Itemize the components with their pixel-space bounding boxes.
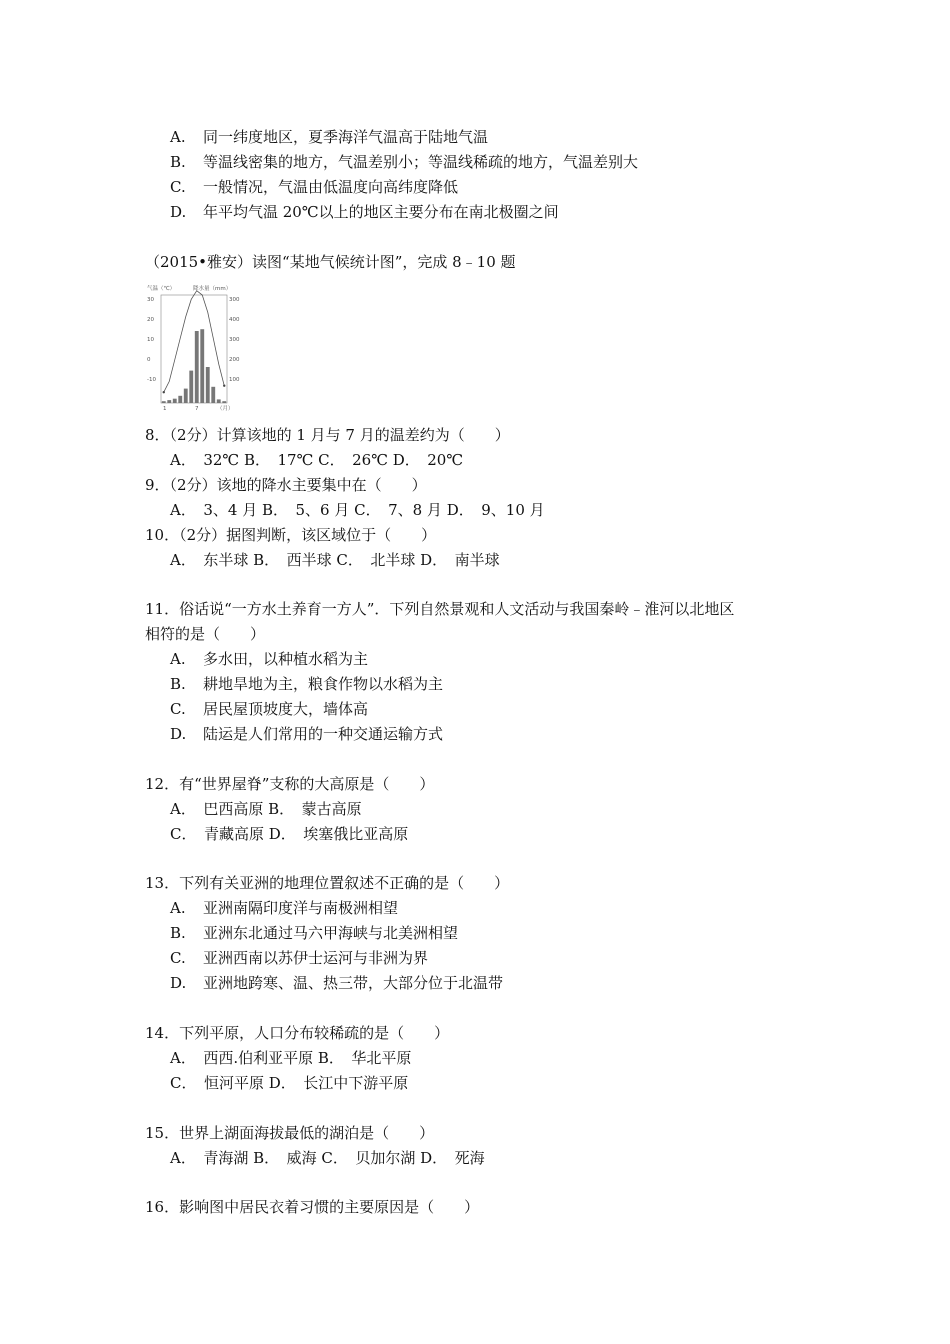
- precip-bar: [162, 401, 166, 403]
- precip-bar: [167, 400, 171, 403]
- q11-stem-line1: 11．俗话说“一方水土养育一方人”．下列自然景观和人文活动与我国秦岭﹣淮河以北地区: [145, 600, 735, 618]
- q13-option-d: D. 亚洲地跨寒、温、热三带，大部分位于北温带: [170, 974, 504, 992]
- q10-stem: 10．（2分）据图判断，该区域位于（ ）: [145, 526, 437, 544]
- section-intro: （2015•雅安）读图“某地气候统计图”，完成 8﹣10 题: [145, 253, 516, 271]
- q12-options-row2: C． 青藏高原 D． 埃塞俄比亚高原: [170, 825, 409, 843]
- temp-point: [223, 385, 225, 387]
- temp-line: [164, 291, 225, 393]
- temp-tick-label: 20: [147, 317, 154, 323]
- temp-point: [163, 391, 165, 393]
- q15-options: A． 青海湖 B． 威海 C． 贝加尔湖 D． 死海: [170, 1149, 485, 1167]
- temp-tick-label: 30: [147, 297, 154, 303]
- q7-option-d: D. 年平均气温 20℃以上的地区主要分布在南北极圈之间: [170, 203, 559, 221]
- precip-bar: [189, 371, 193, 403]
- x-tick-7: 7: [195, 406, 199, 412]
- precip-bar: [184, 389, 188, 403]
- q13-option-a: A. 亚洲南隔印度洋与南极洲相望: [170, 899, 399, 917]
- precip-bar: [222, 401, 226, 403]
- precip-tick-label: 300: [229, 337, 240, 343]
- precip-bar: [206, 367, 210, 403]
- temp-tick-label: -10: [147, 377, 156, 383]
- q8-options: A． 32℃ B． 17℃ C． 26℃ D． 20℃: [170, 451, 464, 469]
- left-axis-label: 气温（℃）: [147, 286, 176, 292]
- q12-options-row1: A． 巴西高原 B． 蒙古高原: [170, 800, 362, 818]
- q7-option-a: A. 同一纬度地区，夏季海洋气温高于陆地气温: [170, 128, 489, 146]
- precip-tick-label: 200: [229, 357, 240, 363]
- precip-bar: [178, 396, 182, 403]
- precip-bar: [173, 399, 177, 403]
- q13-option-c: C. 亚洲西南以苏伊士运河与非洲为界: [170, 949, 429, 967]
- precip-bar: [195, 331, 199, 403]
- q14-options-row2: C． 恒河平原 D． 长江中下游平原: [170, 1074, 409, 1092]
- x-tick-1: 1: [163, 406, 167, 412]
- precip-tick-label: 100: [229, 377, 240, 383]
- q13-option-b: B. 亚洲东北通过马六甲海峡与北美洲相望: [170, 924, 459, 942]
- precip-bar: [217, 399, 221, 403]
- q12-stem: 12．有“世界屋脊”支称的大高原是（ ）: [145, 775, 435, 793]
- precip-bar: [200, 329, 204, 403]
- plot-frame: [161, 295, 227, 403]
- q7-option-b: B. 等温线密集的地方，气温差别小；等温线稀疏的地方，气温差别大: [170, 153, 639, 171]
- x-axis-label: （月）: [217, 406, 234, 412]
- q11-option-d: D. 陆运是人们常用的一种交通运输方式: [170, 725, 444, 743]
- q11-option-c: C. 居民屋顶坡度大，墙体高: [170, 700, 369, 718]
- climate-chart-svg: [145, 282, 245, 412]
- q14-stem: 14．下列平原，人口分布较稀疏的是（ ）: [145, 1024, 450, 1042]
- q11-stem-line2: 相符的是（ ）: [145, 625, 266, 643]
- q10-options: A． 东半球 B． 西半球 C． 北半球 D． 南半球: [170, 551, 500, 569]
- q16-stem: 16．影响图中居民衣着习惯的主要原因是（ ）: [145, 1198, 480, 1216]
- q14-options-row1: A． 西西.伯利亚平原 B． 华北平原: [170, 1049, 412, 1067]
- temp-ticks: [147, 297, 156, 383]
- precip-tick-label: 400: [229, 317, 240, 323]
- right-axis-label: 降水量（mm）: [193, 286, 232, 292]
- q13-stem: 13．下列有关亚洲的地理位置叙述不正确的是（ ）: [145, 874, 510, 892]
- q9-options: A． 3、4 月 B． 5、6 月 C． 7、8 月 D． 9、10 月: [170, 501, 545, 519]
- q7-option-c: C. 一般情况，气温由低温度向高纬度降低: [170, 178, 459, 196]
- q15-stem: 15．世界上湖面海拔最低的湖泊是（ ）: [145, 1124, 435, 1142]
- q11-option-b: B. 耕地旱地为主，粮食作物以水稻为主: [170, 675, 444, 693]
- q11-option-a: A. 多水田，以种植水稻为主: [170, 650, 369, 668]
- precip-bar: [211, 387, 215, 403]
- q8-stem: 8．（2分）计算该地的 1 月与 7 月的温差约为（ ）: [145, 426, 510, 444]
- temp-tick-label: 10: [147, 337, 154, 343]
- climate-chart: [145, 282, 245, 412]
- q9-stem: 9．（2分）该地的降水主要集中在（ ）: [145, 476, 427, 494]
- temp-points: [163, 385, 226, 394]
- precip-bars: [162, 329, 226, 403]
- precip-tick-label: 300: [229, 297, 240, 303]
- temp-tick-label: 0: [147, 357, 151, 363]
- precip-ticks: [229, 297, 240, 383]
